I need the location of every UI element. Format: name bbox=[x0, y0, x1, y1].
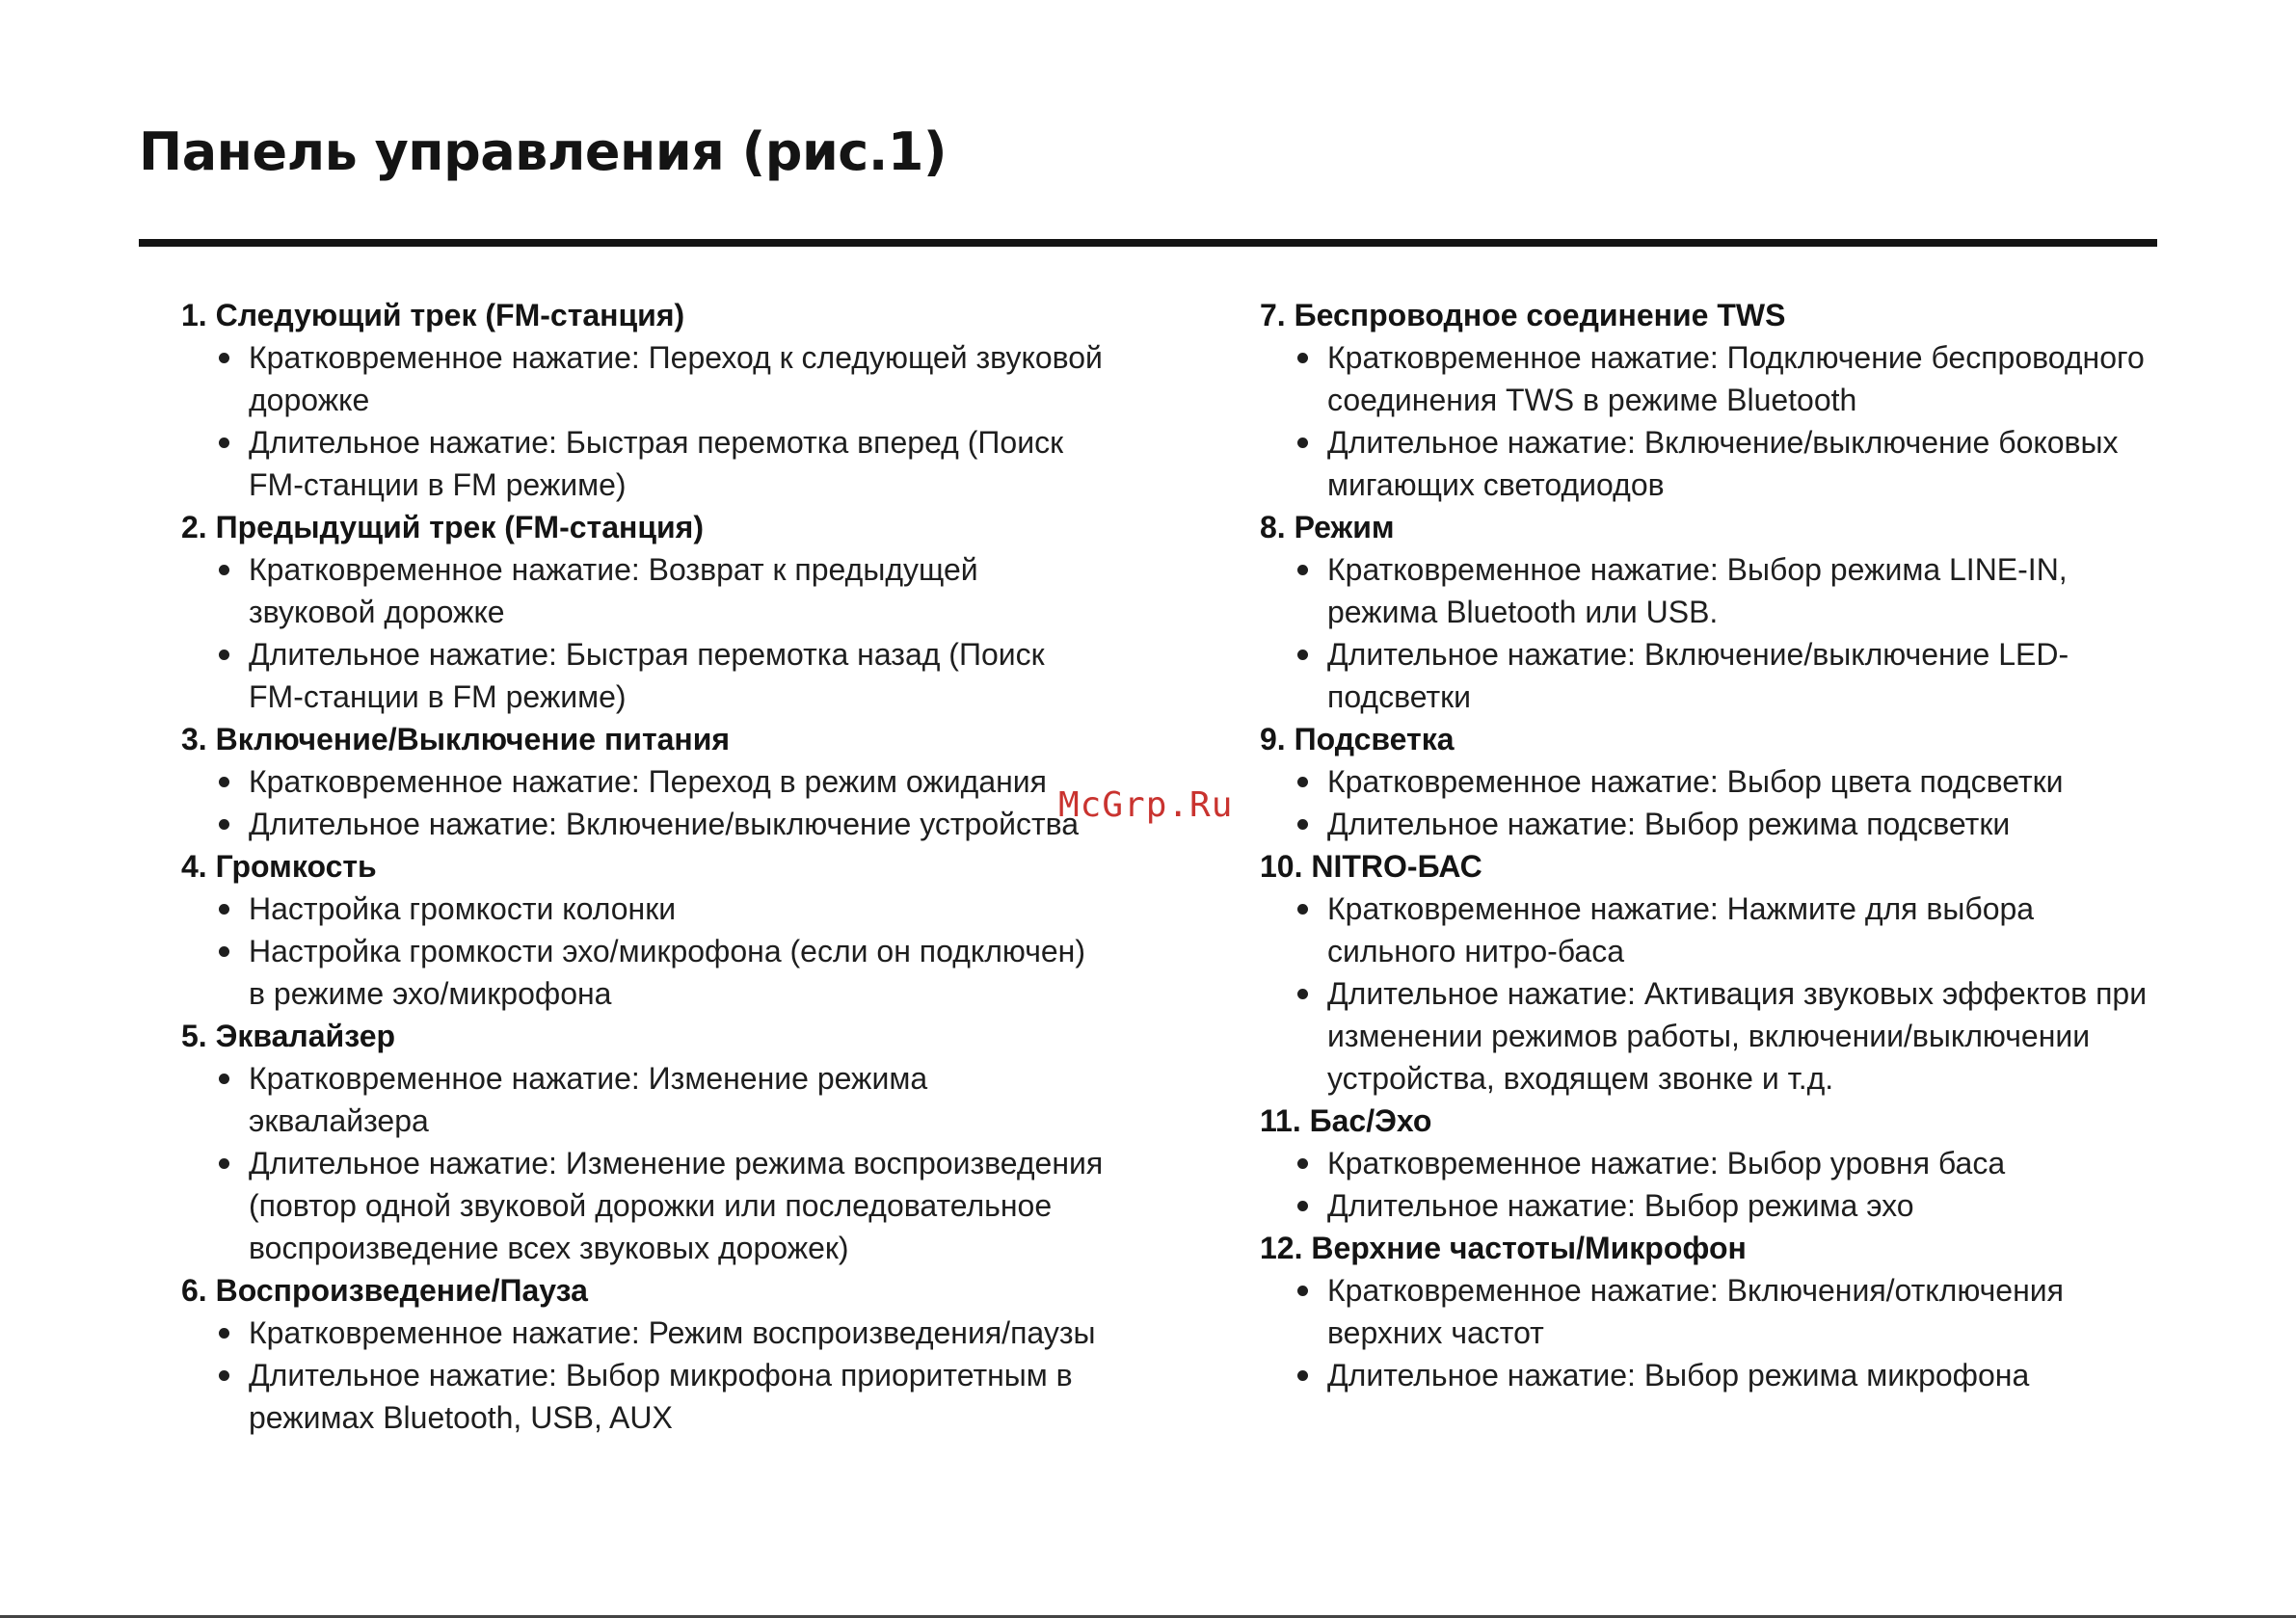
list-item: Настройка громкости эхо/микрофона (если он подключен) в режиме эхо/микрофона bbox=[181, 930, 1107, 1015]
section-title: 6. Воспроизведение/Пауза bbox=[181, 1273, 588, 1308]
list-item: Длительное нажатие: Изменение режима воспроизведения (повтор одной звуковой дорожки или последовательное воспроизведение всех звуковых дорожек) bbox=[181, 1142, 1107, 1269]
watermark: McGrp.Ru bbox=[1058, 785, 1234, 825]
section-next-track bbox=[181, 294, 1107, 506]
section-equalizer bbox=[181, 1015, 1107, 1269]
list-item: Кратковременное нажатие: Включения/отключения верхних частот bbox=[1260, 1269, 2166, 1354]
list-item: Длительное нажатие: Активация звуковых эффектов при изменении режимов работы, включении/выключении устройства, входящем звонке и т.д. bbox=[1260, 972, 2166, 1100]
list-item: Кратковременное нажатие: Переход в режим ожидания bbox=[181, 760, 1107, 803]
section-tws bbox=[1260, 294, 2166, 506]
section-title: 10. NITRO-БАС bbox=[1260, 849, 1482, 884]
section-bass-echo bbox=[1260, 1100, 2166, 1227]
list-item: Длительное нажатие: Выбор режима микрофона bbox=[1260, 1354, 2166, 1396]
bullet-list bbox=[1260, 548, 2166, 718]
bullet-list bbox=[181, 888, 1107, 1015]
left-column bbox=[181, 294, 1107, 1439]
list-item: Кратковременное нажатие: Возврат к предыдущей звуковой дорожке bbox=[181, 548, 1107, 633]
bullet-list bbox=[181, 336, 1107, 506]
bullet-list bbox=[1260, 888, 2166, 1100]
bullet-list bbox=[1260, 1269, 2166, 1396]
list-item: Кратковременное нажатие: Подключение беспроводного соединения TWS в режиме Bluetooth bbox=[1260, 336, 2166, 421]
section-title: 2. Предыдущий трек (FM-станция) bbox=[181, 510, 704, 544]
bullet-list bbox=[1260, 1142, 2166, 1227]
list-item: Кратковременное нажатие: Выбор уровня баса bbox=[1260, 1142, 2166, 1184]
section-title: 9. Подсветка bbox=[1260, 722, 1455, 756]
list-item: Кратковременное нажатие: Изменение режима эквалайзера bbox=[181, 1057, 1107, 1142]
page-title: Панель управления (рис.1) bbox=[139, 121, 948, 182]
section-nitro-bass bbox=[1260, 845, 2166, 1100]
right-column bbox=[1260, 294, 2166, 1396]
section-title: 4. Громкость bbox=[181, 849, 377, 884]
section-treble-mic bbox=[1260, 1227, 2166, 1396]
list-item: Длительное нажатие: Выбор режима эхо bbox=[1260, 1184, 2166, 1227]
bullet-list bbox=[181, 760, 1107, 845]
bullet-list bbox=[181, 1312, 1107, 1439]
list-item: Длительное нажатие: Выбор микрофона приоритетным в режимах Bluetooth, USB, AUX bbox=[181, 1354, 1107, 1439]
bullet-list bbox=[181, 548, 1107, 718]
list-item: Кратковременное нажатие: Нажмите для выбора сильного нитро-баса bbox=[1260, 888, 2166, 972]
list-item: Кратковременное нажатие: Переход к следующей звуковой дорожке bbox=[181, 336, 1107, 421]
list-item: Кратковременное нажатие: Выбор режима LINE-IN, режима Bluetooth или USB. bbox=[1260, 548, 2166, 633]
section-power bbox=[181, 718, 1107, 845]
section-backlight bbox=[1260, 718, 2166, 845]
list-item: Кратковременное нажатие: Выбор цвета подсветки bbox=[1260, 760, 2166, 803]
list-item: Длительное нажатие: Быстрая перемотка вперед (Поиск FM-станции в FM режиме) bbox=[181, 421, 1107, 506]
section-mode bbox=[1260, 506, 2166, 718]
section-title: 5. Эквалайзер bbox=[181, 1019, 396, 1053]
section-title: 3. Включение/Выключение питания bbox=[181, 722, 731, 756]
section-title: 7. Беспроводное соединение TWS bbox=[1260, 298, 1786, 332]
list-item: Длительное нажатие: Выбор режима подсветки bbox=[1260, 803, 2166, 845]
section-title: 8. Режим bbox=[1260, 510, 1395, 544]
list-item: Длительное нажатие: Включение/выключение LED-подсветки bbox=[1260, 633, 2166, 718]
section-title: 1. Следующий трек (FM-станция) bbox=[181, 298, 685, 332]
section-play-pause bbox=[181, 1269, 1107, 1439]
section-volume bbox=[181, 845, 1107, 1015]
list-item: Длительное нажатие: Включение/выключение устройства bbox=[181, 803, 1107, 845]
list-item: Длительное нажатие: Включение/выключение боковых мигающих светодиодов bbox=[1260, 421, 2166, 506]
bullet-list bbox=[1260, 760, 2166, 845]
bullet-list bbox=[1260, 336, 2166, 506]
section-previous-track bbox=[181, 506, 1107, 718]
list-item: Настройка громкости колонки bbox=[181, 888, 1107, 930]
list-item: Кратковременное нажатие: Режим воспроизведения/паузы bbox=[181, 1312, 1107, 1354]
bullet-list bbox=[181, 1057, 1107, 1269]
section-title: 12. Верхние частоты/Микрофон bbox=[1260, 1231, 1747, 1265]
section-title: 11. Бас/Эхо bbox=[1260, 1103, 1432, 1138]
title-divider bbox=[139, 239, 2157, 247]
list-item: Длительное нажатие: Быстрая перемотка назад (Поиск FM-станции в FM режиме) bbox=[181, 633, 1107, 718]
